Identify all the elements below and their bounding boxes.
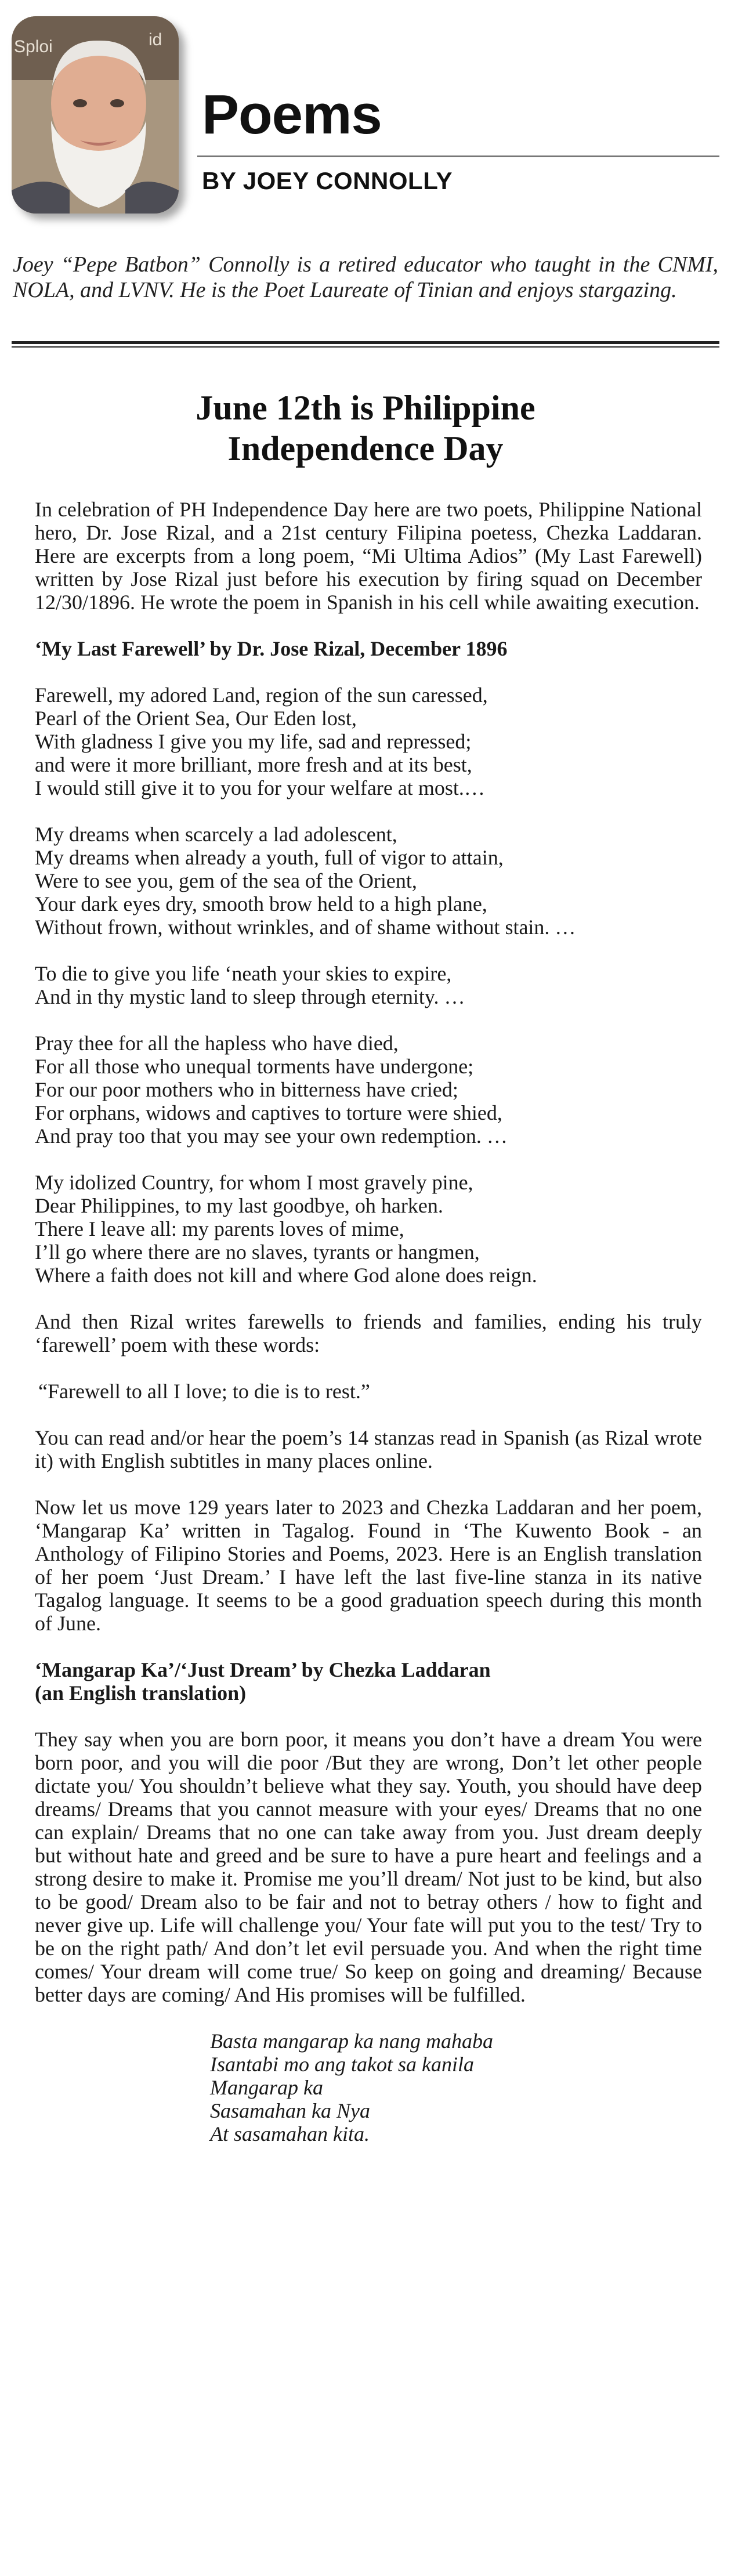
verse-line: And pray too that you may see your own redemption. … [35, 1124, 508, 1148]
laddaran-heading-line-1: ‘Mangarap Ka’/‘Just Dream’ by Chezka Laddaran [35, 1658, 491, 1681]
stanza-2 [35, 823, 702, 939]
article-title-line-1: June 12th is Philippine [196, 389, 535, 427]
verse-line: With gladness I give you my life, sad and repressed; [35, 730, 472, 753]
verse-line: And in thy mystic land to sleep through eternity. … [35, 985, 465, 1008]
verse-line: My dreams when scarcely a lad adolescent, [35, 823, 397, 846]
verse-line: and were it more brilliant, more fresh and at its best, [35, 753, 472, 776]
verse-line: Where a faith does not kill and where God alone does reign. [35, 1264, 537, 1287]
verse-line: Were to see you, gem of the sea of the Orient, [35, 869, 417, 892]
title-divider [197, 155, 719, 157]
translation-paragraph: They say when you are born poor, it means you don’t have a dream You were born poor, and you will die poor /But they are wrong, Don’t let other people dictate you/ You shouldn’t believe what they say. Youth, you should have deep dreams/ Dreams that you cannot measure with your eyes/ Dreams that no one can explain/ Dreams that no one can take away from you. Just dream deeply but without hate and greed and be sure to have a pure heart and feelings and a strong desire to make it. Promise me you’ll dream/ Not just to be kind, but also to be good/ Dream also to be fair and not to betray others / how to fight and never give up. Life will challenge you/ Your fate will put you to the test/ Try to be on the right path/ And don’t let evil persuade you. And when the right time comes/ Your dream will come true/ So keep on going and dreaming/ Because better days are coming/ And His promises will be fulfilled. [35, 1728, 702, 2006]
rizal-poem-heading: ‘My Last Farewell’ by Dr. Jose Rizal, December 1896 [35, 637, 508, 660]
stanza-5 [35, 1171, 702, 1287]
byline: BY JOEY CONNOLLY [202, 167, 453, 194]
article-title-line-2: Independence Day [227, 429, 504, 468]
stanza-4 [35, 1032, 702, 1148]
tagalog-line: Basta mangarap ka nang mahaba [210, 2029, 493, 2053]
closing-quote: “Farewell to all I love; to die is to rest.” [38, 1380, 370, 1403]
stanza-1 [35, 683, 702, 799]
tagalog-line: At sasamahan kita. [210, 2122, 370, 2146]
bio-divider [12, 341, 719, 348]
verse-line: For orphans, widows and captives to torture were shied, [35, 1101, 502, 1124]
tagalog-line: Sasamahan ka Nya [210, 2099, 370, 2122]
verse-line: There I leave all: my parents loves of mime, [35, 1217, 404, 1240]
verse-line: Your dark eyes dry, smooth brow held to a high plane, [35, 892, 487, 916]
verse-line: I would still give it to you for your welfare at most.… [35, 776, 485, 799]
tagalog-line: Mangarap ka [210, 2076, 323, 2099]
verse-line: My dreams when already a youth, full of vigor to attain, [35, 846, 504, 869]
farewells-paragraph: And then Rizal writes farewells to friends and families, ending his truly ‘farewell’ poem with these words: [35, 1310, 702, 1356]
laddaran-heading-line-2: (an English translation) [35, 1681, 247, 1705]
article-title [35, 388, 696, 469]
laddaran-intro-paragraph: Now let us move 129 years later to 2023 and Chezka Laddaran and her poem, ‘Mangarap Ka’ written in Tagalog. Found in ‘The Kuwento Book - an Anthology of Filipino Stories and Poems, 2023. Here is an English translation of her poem ‘Just Dream.’ I have left the last five-line stanza in its native Tagalog language. It seems to be a good graduation speech during this month of June. [35, 1496, 702, 1635]
author-photo [12, 16, 179, 214]
verse-line: Pray thee for all the hapless who have died, [35, 1032, 399, 1055]
stanza-3 [35, 962, 702, 1008]
laddaran-poem-heading [35, 1658, 702, 1705]
column-header [0, 0, 731, 244]
section-title: Poems [202, 84, 382, 146]
article-body [35, 498, 702, 2146]
verse-line: Pearl of the Orient Sea, Our Eden lost, [35, 707, 357, 730]
verse-line: Dear Philippines, to my last goodbye, oh harken. [35, 1194, 443, 1217]
tagalog-line: Isantabi mo ang takot sa kanila [210, 2053, 474, 2076]
author-portrait-image [12, 16, 179, 214]
verse-line: Without frown, without wrinkles, and of shame without stain. … [35, 916, 576, 939]
verse-line: I’ll go where there are no slaves, tyrants or hangmen, [35, 1240, 480, 1264]
tagalog-stanza [35, 2029, 702, 2146]
verse-line: For all those who unequal torments have undergone; [35, 1055, 474, 1078]
online-paragraph: You can read and/or hear the poem’s 14 stanzas read in Spanish (as Rizal wrote it) with English subtitles in many places online. [35, 1426, 702, 1472]
verse-line: Farewell, my adored Land, region of the sun caressed, [35, 683, 488, 707]
verse-line: To die to give you life ‘neath your skies to expire, [35, 962, 452, 985]
author-bio: Joey “Pepe Batbon” Connolly is a retired educator who taught in the CNMI, NOLA, and LVNV. He is the Poet Laureate of Tinian and enjoys stargazing. [13, 252, 718, 302]
verse-line: My idolized Country, for whom I most gravely pine, [35, 1171, 473, 1194]
photo-sign-right-text: id [149, 30, 162, 49]
photo-sign-left-text: Sploi [14, 37, 53, 56]
intro-paragraph: In celebration of PH Independence Day here are two poets, Philippine National hero, Dr. Jose Rizal, and a 21st century Filipina poetess, Chezka Laddaran. Here are excerpts from a long poem, “Mi Ultima Adios” (My Last Farewell) written by Jose Rizal just before his execution by firing squad on December 12/30/1896. He wrote the poem in Spanish in his cell while awaiting execution. [35, 498, 702, 614]
verse-line: For our poor mothers who in bitterness have cried; [35, 1078, 458, 1101]
